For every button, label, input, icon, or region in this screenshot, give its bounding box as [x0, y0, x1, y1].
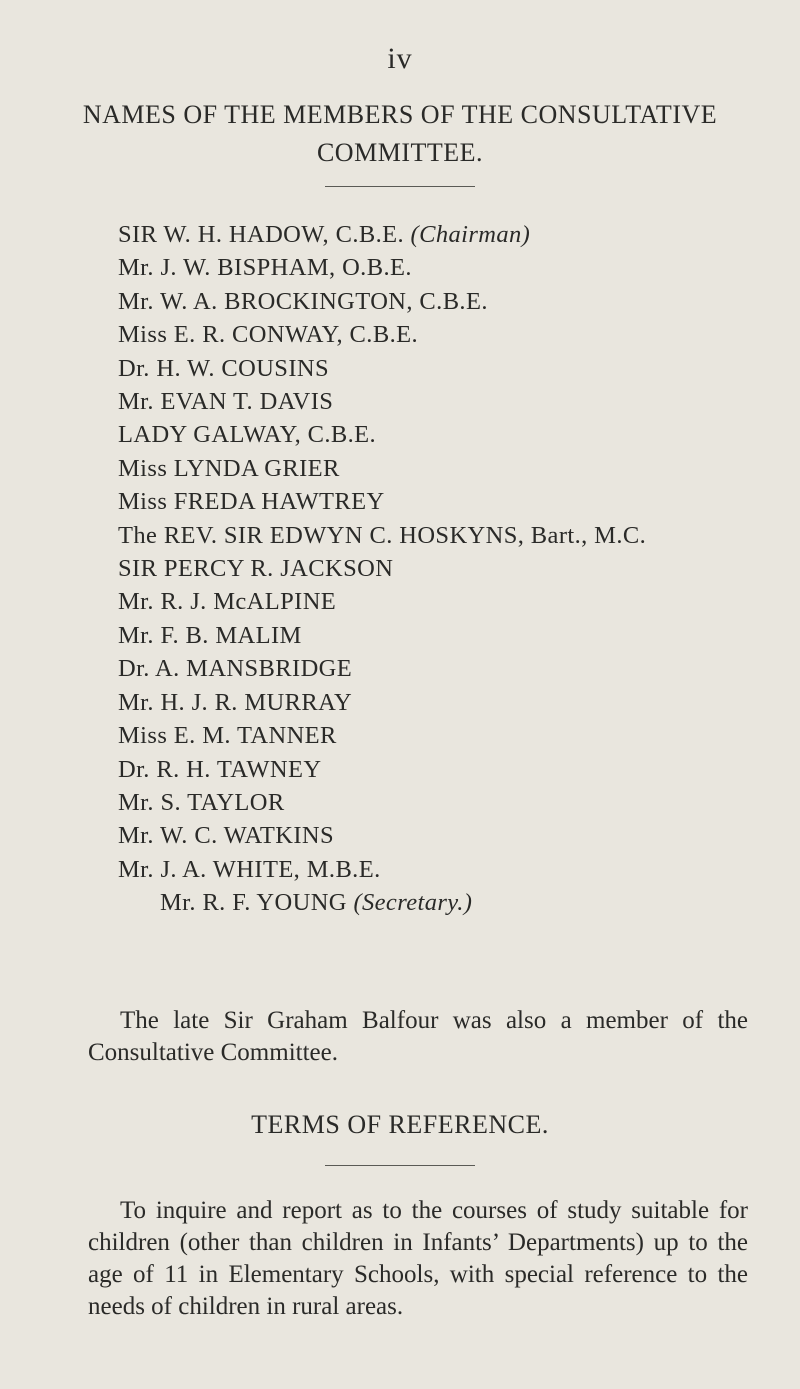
member-entry: [118, 719, 800, 752]
member-entry: [118, 485, 800, 518]
member-name: Miss E. M. TANNER: [118, 722, 337, 750]
member-name: Mr. H. J. R. MURRAY: [118, 688, 353, 716]
member-role: (Chairman): [410, 221, 531, 248]
member-entry: [118, 218, 800, 251]
member-name: Miss LYNDA GRIER: [118, 454, 340, 482]
member-name: Miss E. R. CONWAY, C.B.E.: [118, 321, 418, 349]
member-name: Dr. A. MANSBRIDGE: [118, 655, 353, 683]
terms-text: To inquire and report as to the courses of study suitable for children (other than children in Infants’ Departments) up to the age of 11 in Elementary Schools, with special reference to the needs of children in rural areas.: [88, 1197, 748, 1320]
member-name: LADY GALWAY, C.B.E.: [118, 421, 377, 449]
member-entry: [118, 318, 800, 351]
member-list: [118, 218, 800, 920]
member-entry: [118, 619, 800, 652]
member-name: Mr. S. TAYLOR: [118, 788, 285, 816]
committee-heading: NAMES OF THE MEMBERS OF THE CONSULTATIVE COMMITTEE.: [82, 100, 718, 167]
secretary-name: Mr. R. F. YOUNG: [160, 889, 347, 917]
member-name: Mr. EVAN T. DAVIS: [118, 388, 334, 416]
member-entry: [118, 285, 800, 318]
terms-heading: TERMS OF REFERENCE.: [251, 1110, 549, 1139]
member-name: Mr. J. W. BISPHAM, O.B.E.: [118, 254, 412, 282]
member-name: Dr. H. W. COUSINS: [118, 354, 330, 382]
member-name: Mr. R. J. McALPINE: [118, 588, 337, 616]
member-entry: [118, 352, 800, 385]
member-name: Dr. R. H. TAWNEY: [118, 755, 322, 783]
member-entry: [118, 753, 800, 786]
member-name: Mr. W. A. BROCKINGTON, C.B.E.: [118, 287, 488, 315]
member-name: Mr. W. C. WATKINS: [118, 822, 334, 850]
member-entry: [118, 686, 800, 719]
secretary-role: (Secretary.): [353, 889, 473, 917]
member-name: Mr. F. B. MALIM: [118, 621, 302, 649]
member-entry: [118, 853, 800, 886]
member-entry: [118, 519, 800, 552]
member-entry: [118, 652, 800, 685]
member-name: Miss FREDA HAWTREY: [118, 488, 385, 516]
member-entry: [118, 585, 800, 618]
member-name: The REV. SIR EDWYN C. HOSKYNS, Bart., M.C.: [118, 521, 647, 549]
page-number: iv: [387, 42, 413, 75]
member-name: SIR PERCY R. JACKSON: [118, 555, 394, 583]
member-entry: [118, 418, 800, 451]
member-name: SIR W. H. HADOW, C.B.E.: [118, 221, 404, 248]
member-entry: [118, 251, 800, 284]
member-entry: [118, 452, 800, 485]
member-name: Mr. J. A. WHITE, M.B.E.: [118, 855, 381, 883]
member-entry: [118, 786, 800, 819]
late-member-note: The late Sir Graham Balfour was also a member of the Consultative Committee.: [88, 1007, 748, 1066]
member-entry: [118, 819, 800, 852]
member-entry: [118, 385, 800, 418]
terms-divider: [325, 1165, 475, 1166]
member-entry: [118, 552, 800, 585]
secretary-entry: [118, 886, 800, 919]
heading-divider: [325, 186, 475, 187]
